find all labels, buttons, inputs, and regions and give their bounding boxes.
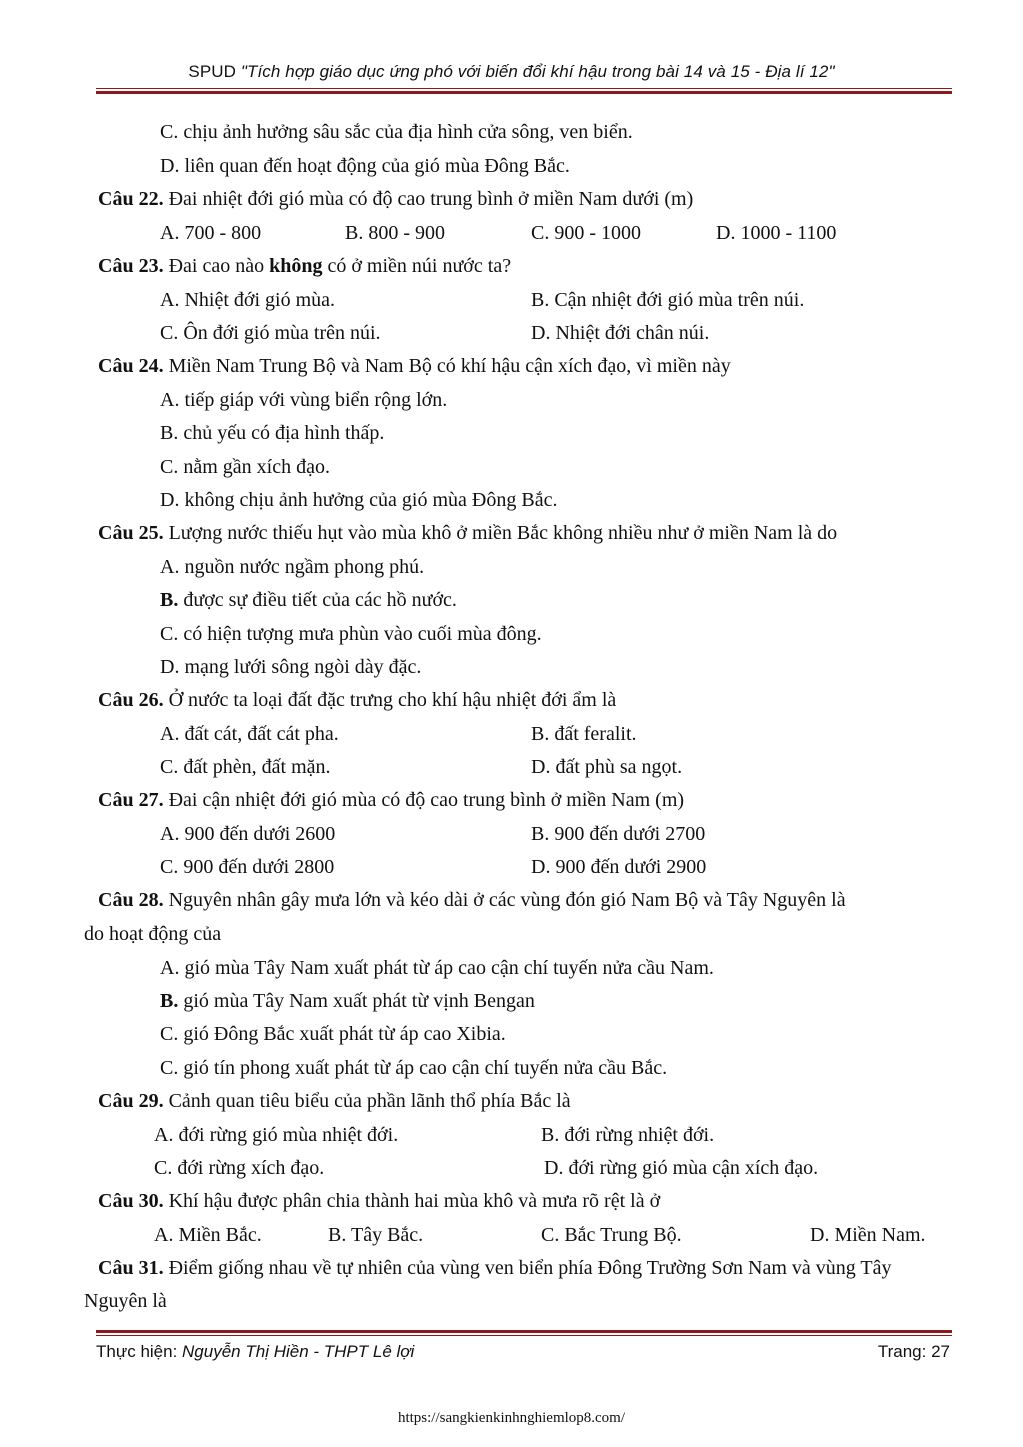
question-text: Đai nhiệt đới gió mùa có độ cao trung bình ở miền Nam dưới (m) xyxy=(163,188,694,210)
option-a: A. tiếp giáp với vùng biển rộng lớn. xyxy=(160,389,448,411)
option-b xyxy=(160,589,457,612)
emphasis-word: không xyxy=(269,255,323,277)
header-rule-thin xyxy=(96,88,952,89)
question-29 xyxy=(98,1090,571,1113)
page-header xyxy=(0,62,1023,82)
question-text: Ở nước ta loại đất đặc trưng cho khí hậu nhiệt đới ẩm là xyxy=(163,689,617,711)
option-c: C. Ôn đới gió mùa trên núi. xyxy=(160,322,381,344)
question-text: Miền Nam Trung Bộ và Nam Bộ có khí hậu cận xích đạo, vì miền này xyxy=(163,355,731,377)
option-d: D. đất phù sa ngọt. xyxy=(531,756,683,778)
option-b xyxy=(160,990,535,1013)
question-26 xyxy=(98,689,616,712)
option-a: A. nguồn nước ngầm phong phú. xyxy=(160,556,425,578)
source-url[interactable]: https://sangkienkinhnghiemlop8.com/ xyxy=(397,1410,626,1426)
question-23 xyxy=(98,255,511,278)
author-name: Nguyễn Thị Hiền - THPT Lê lợi xyxy=(182,1342,415,1361)
option-c: C. 900 - 1000 xyxy=(531,222,641,244)
option-d: D. 900 đến dưới 2900 xyxy=(531,856,707,878)
option-c: C. Bắc Trung Bộ. xyxy=(541,1224,682,1246)
question-text: Cảnh quan tiêu biểu của phần lãnh thổ phía Bắc là xyxy=(163,1090,571,1112)
option-d: D. không chịu ảnh hưởng của gió mùa Đông Bắc. xyxy=(160,489,558,511)
option-d: D. đới rừng gió mùa cận xích đạo. xyxy=(544,1157,819,1179)
question-22 xyxy=(98,188,693,211)
question-number: Câu 30. xyxy=(98,1190,164,1212)
option-d: D. 1000 - 1100 xyxy=(716,222,837,244)
header-title: "Tích hợp giáo dục ứng phó với biến đổi khí hậu trong bài 14 và 15 - Địa lí 12" xyxy=(240,62,835,81)
option-c: C. nằm gần xích đạo. xyxy=(160,456,330,478)
footer-label: Thực hiện: xyxy=(96,1342,183,1361)
option-a: A. đất cát, đất cát pha. xyxy=(160,723,339,745)
option-b: B. chủ yếu có địa hình thấp. xyxy=(160,422,385,444)
option-b: B. đất feralit. xyxy=(531,723,637,745)
question-number: Câu 27. xyxy=(98,789,164,811)
question-number: Câu 24. xyxy=(98,355,164,377)
option-label: B. xyxy=(160,589,179,611)
option-d: D. mạng lưới sông ngòi dày đặc. xyxy=(160,656,422,678)
option-c: C. đất phèn, đất mặn. xyxy=(160,756,331,778)
option-d: D. Miền Nam. xyxy=(810,1224,926,1246)
question-28 xyxy=(98,889,846,912)
question-text: Điểm giống nhau về tự nhiên của vùng ven biển phía Đông Trường Sơn Nam và vùng Tây xyxy=(163,1257,892,1279)
question-number: Câu 25. xyxy=(98,522,164,544)
footer-rule-thin xyxy=(96,1335,952,1336)
header-prefix: SPUD xyxy=(188,62,241,81)
option-text: gió mùa Tây Nam xuất phát từ vịnh Bengan xyxy=(178,990,535,1012)
option-a: A. Miền Bắc. xyxy=(154,1224,262,1246)
option-b: B. đới rừng nhiệt đới. xyxy=(541,1124,715,1146)
question-text: có ở miền núi nước ta? xyxy=(322,255,512,277)
question-27 xyxy=(98,789,684,812)
option-b: B. 800 - 900 xyxy=(345,222,445,244)
option-line: D. liên quan đến hoạt động của gió mùa Đông Bắc. xyxy=(160,155,570,177)
question-text: Đai cận nhiệt đới gió mùa có độ cao trung bình ở miền Nam (m) xyxy=(163,789,685,811)
question-text: Lượng nước thiếu hụt vào mùa khô ở miền Bắc không nhiều như ở miền Nam là do xyxy=(163,522,838,544)
question-number: Câu 28. xyxy=(98,889,164,911)
question-number: Câu 29. xyxy=(98,1090,164,1112)
question-text-continued: do hoạt động của xyxy=(84,923,222,945)
option-b: B. Tây Bắc. xyxy=(328,1224,424,1246)
question-31 xyxy=(98,1257,892,1280)
option-c: C. gió Đông Bắc xuất phát từ áp cao Xibia. xyxy=(160,1023,506,1045)
option-c: C. 900 đến dưới 2800 xyxy=(160,856,335,878)
option-line: C. chịu ảnh hưởng sâu sắc của địa hình cửa sông, ven biển. xyxy=(160,121,633,143)
option-a: A. Nhiệt đới gió mùa. xyxy=(160,289,335,311)
footer-author xyxy=(96,1342,414,1362)
question-number: Câu 23. xyxy=(98,255,164,277)
option-label: B. xyxy=(160,990,179,1012)
question-text-continued: Nguyên là xyxy=(84,1290,167,1312)
question-number: Câu 26. xyxy=(98,689,164,711)
question-number: Câu 22. xyxy=(98,188,164,210)
question-text: Nguyên nhân gây mưa lớn và kéo dài ở các vùng đón gió Nam Bộ và Tây Nguyên là xyxy=(163,889,846,911)
question-number: Câu 31. xyxy=(98,1257,164,1279)
option-a: A. gió mùa Tây Nam xuất phát từ áp cao cận chí tuyến nửa cầu Nam. xyxy=(160,957,714,979)
footer-rule-thick xyxy=(96,1330,952,1333)
option-c: C. đới rừng xích đạo. xyxy=(154,1157,325,1179)
option-b: B. Cận nhiệt đới gió mùa trên núi. xyxy=(531,289,805,311)
option-d: D. Nhiệt đới chân núi. xyxy=(531,322,710,344)
option-b: B. 900 đến dưới 2700 xyxy=(531,823,706,845)
option-c: C. có hiện tượng mưa phùn vào cuối mùa đông. xyxy=(160,623,542,645)
option-text: được sự điều tiết của các hồ nước. xyxy=(178,589,457,611)
question-25 xyxy=(98,522,837,545)
option-a: A. 700 - 800 xyxy=(160,222,262,244)
option-d: C. gió tín phong xuất phát từ áp cao cận chí tuyến nửa cầu Bắc. xyxy=(160,1057,668,1079)
page-number: Trang: 27 xyxy=(877,1342,950,1361)
header-rule-thick xyxy=(96,91,952,94)
question-text: Khí hậu được phân chia thành hai mùa khô và mưa rõ rệt là ở xyxy=(163,1190,661,1212)
option-a: A. đới rừng gió mùa nhiệt đới. xyxy=(154,1124,399,1146)
question-24 xyxy=(98,355,731,378)
option-a: A. 900 đến dưới 2600 xyxy=(160,823,336,845)
question-30 xyxy=(98,1190,660,1213)
question-text: Đai cao nào xyxy=(163,255,270,277)
